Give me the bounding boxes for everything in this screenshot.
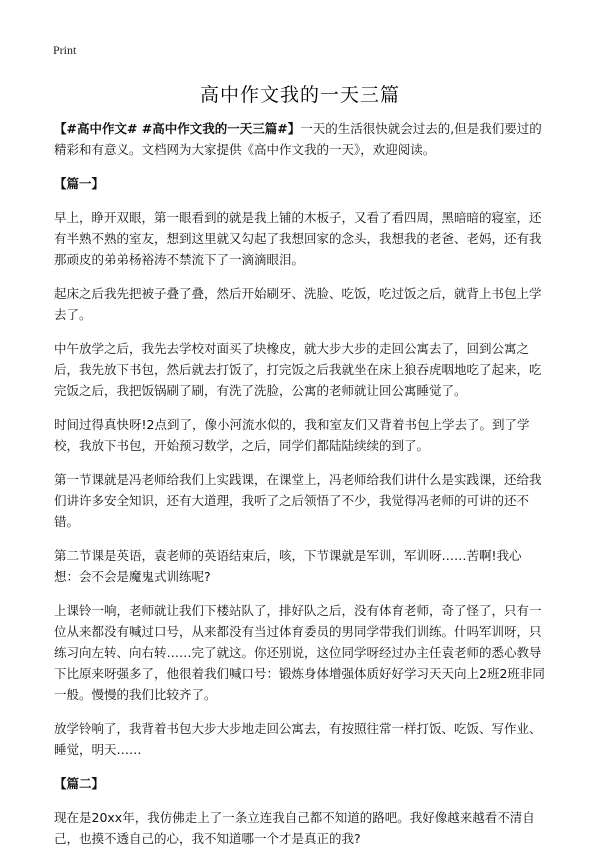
article-body	[54, 118, 546, 862]
intro-paragraph	[54, 118, 546, 160]
print-link[interactable]: Print	[53, 43, 77, 57]
paragraph: 中午放学之后，我先去学校对面买了块橡皮，就大步大步的走回公寓去了，回到公寓之后，我先放下书包，然后就去打饭了，打完饭之后我就坐在床上狼吞虎咽地吃了起来，吃完饭之后，我把饭锅刷了刷，有洗了洗脸，公寓的老师就让回公寓睡觉了。	[54, 341, 542, 398]
paragraph: 早上，睁开双眼，第一眼看到的就是我上铺的木板子，又看了看四周，黑暗暗的寝室，还有半熟不熟的室友，想到这里就又勾起了我想回家的念头，我想我的老爸、老妈，还有我那顽皮的弟弟杨裕涛不禁流下了一滴滴眼泪。	[54, 210, 542, 267]
paragraph: 时间过得真快呀!2点到了，像小河流水似的，我和室友们又背着书包上学去了。到了学校，我放下书包，开始预习数学，之后，同学们都陆陆续续的到了。	[54, 417, 530, 453]
paragraph: 放学铃响了，我背着书包大步大步地走回公寓去，有按照往常一样打饭、吃饭、写作业、睡觉，明天……	[54, 721, 542, 757]
paragraph: 第二节课是英语，袁老师的英语结束后，咳，下节课就是军训，军训呀……苦啊!我心想：会不会是魔鬼式训练呢?	[54, 548, 522, 584]
section-heading: 【篇二】	[54, 776, 105, 791]
intro-text: 一天的生活很快就会过去的,但是我们要过的精彩和有意义。文档网为大家提供《高中作文我的一天》，欢迎阅读。	[54, 121, 542, 157]
section-heading: 【篇一】	[54, 176, 105, 191]
paragraph: 第一节课就是冯老师给我们上实践课，在课堂上，冯老师给我们讲什么是实践课，还给我们讲许多安全知识，还有大道理，我听了之后领悟了不少，我觉得冯老师的可讲的还不错。	[54, 472, 542, 529]
paragraph: 上课铃一响，老师就让我们下楼站队了，排好队之后，没有体育老师，奇了怪了，只有一位从来都没有喊过口号，从来都没有当过体育委员的男同学带我们训练。什吗军训呀，只练习向左转、向右转……完了就这。你还别说，这位同学呀经过办主任袁老师的悉心教导下比原来呀强多了，他很着我们喊口号：锻炼身体增强体质好好学习天天向上2班2班非同一般。慢慢的我们比较齐了。	[54, 603, 545, 702]
paragraph: 现在是20xx年，我仿佛走上了一条立连我自己都不知道的路吧。我好像越来越看不清自己，也摸不透自己的心，我不知道哪一个才是真正的我?	[54, 810, 535, 846]
intro-tag: 【#高中作文# #高中作文我的一天三篇#】	[54, 121, 301, 136]
page-title: 高中作文我的一天三篇	[199, 84, 400, 106]
paragraph: 起床之后我先把被子叠了叠，然后开始刷牙、洗脸、吃饭，吃过饭之后，就背上书包上学去了。	[54, 286, 542, 322]
